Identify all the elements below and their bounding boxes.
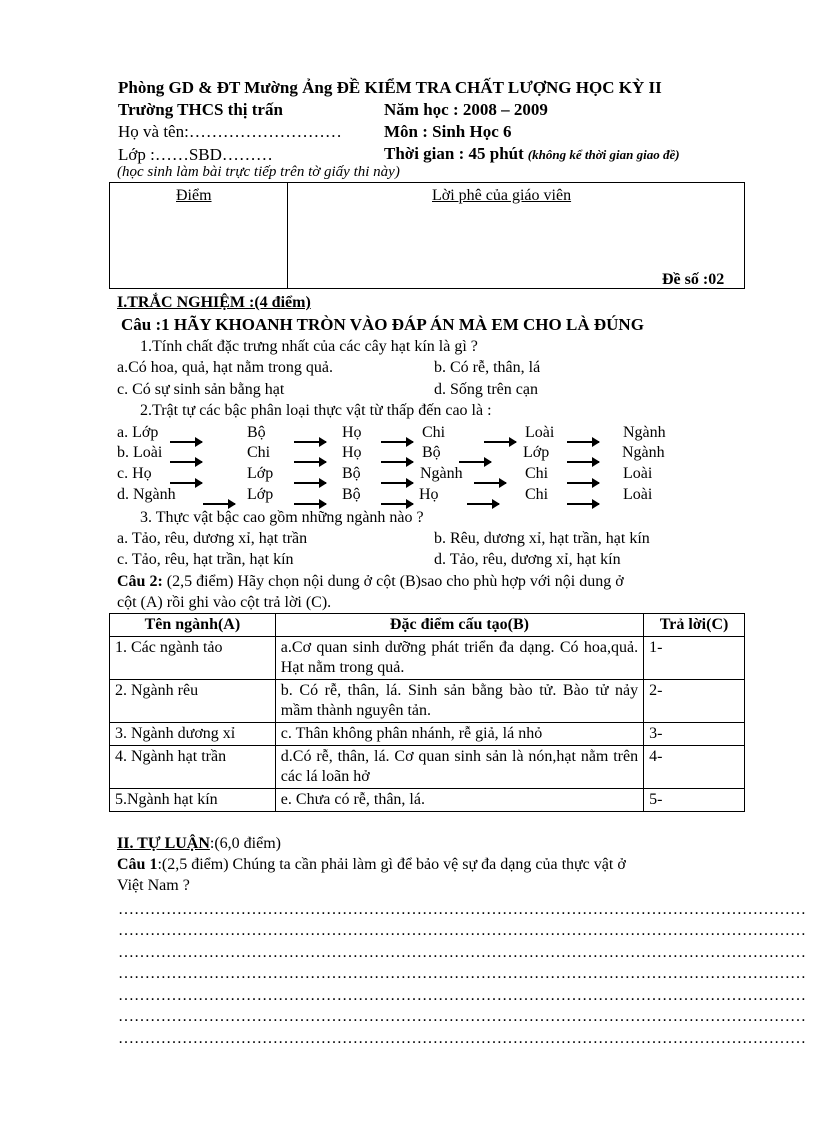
part2-title <box>117 834 281 854</box>
question1-title: Câu :1 HÃY KHOANH TRÒN VÀO ĐÁP ÁN MÀ EM CHO LÀ ĐÚNG <box>121 315 644 334</box>
part2-title-points: :(6,0 điểm) <box>209 835 281 852</box>
taxon: Bộ <box>342 486 361 503</box>
taxon: Bộ <box>422 444 441 461</box>
exam-time: Thời gian : 45 phút <box>384 144 524 163</box>
arrow-icon <box>170 441 202 443</box>
arrow-icon <box>567 503 599 505</box>
taxon: Ngành <box>420 465 463 482</box>
student-name-field: Họ và tên:……………………… <box>118 122 342 141</box>
teacher-comment-label: Lời phê của giáo viên <box>432 187 572 204</box>
q1-3-option-b: b. Rêu, dương xỉ, hạt trần, hạt kín <box>434 530 650 547</box>
answer-line[interactable]: ………………………………………………………………………………………………………………… <box>118 965 806 982</box>
taxon: Chi <box>422 424 446 441</box>
division-name: 3. Ngành dương xỉ <box>110 723 276 746</box>
question2-text-2: cột (A) rồi ghi vào cột trả lời (C). <box>117 594 332 611</box>
division-name: 4. Ngành hạt trần <box>110 746 276 789</box>
taxon: Lớp <box>247 465 274 482</box>
class-sbd-field: Lớp :……SBD……… <box>118 145 273 164</box>
arrow-icon <box>484 441 516 443</box>
arrow-icon <box>294 461 326 463</box>
instruction-note: (học sinh làm bài trực tiếp trên tờ giấy thi này) <box>117 164 400 180</box>
taxon: Bộ <box>342 465 361 482</box>
arrow-icon <box>567 441 599 443</box>
taxon: Loài <box>525 424 555 441</box>
department: Phòng GD & ĐT Mường Ảng <box>118 78 333 97</box>
structure-feature: a.Cơ quan sinh dưỡng phát triển đa dạng. Có hoa,quả. Hạt nằm trong quả. <box>275 637 643 680</box>
q1-1-option-b: b. Có rễ, thân, lá <box>434 359 541 376</box>
arrow-icon <box>294 482 326 484</box>
table-row <box>110 746 745 789</box>
taxon: Chi <box>525 465 549 482</box>
answer-cell[interactable]: 5- <box>644 789 745 812</box>
taxon-label: d. Ngành <box>117 486 176 503</box>
q1-1-option-c: c. Có sự sinh sản bằng hạt <box>117 381 285 398</box>
taxon: Bộ <box>247 424 266 441</box>
table-row <box>110 789 745 812</box>
table-row <box>110 680 745 723</box>
question2-label: Câu 2: <box>117 573 163 590</box>
structure-feature: e. Chưa có rễ, thân, lá. <box>275 789 643 812</box>
taxon: Loài <box>623 486 653 503</box>
q1-1-option-a: a.Có hoa, quả, hạt nằm trong quả. <box>117 359 333 376</box>
taxon: Họ <box>342 424 362 441</box>
question2-text-1: (2,5 điểm) Hãy chọn nội dung ở cột (B)sao cho phù hợp với nội dung ở <box>162 573 624 590</box>
arrow-icon <box>467 503 499 505</box>
division-name: 2. Ngành rêu <box>110 680 276 723</box>
taxon: Họ <box>342 444 362 461</box>
essay-question1-text-2: Việt Nam ? <box>117 877 190 894</box>
arrow-icon <box>203 503 235 505</box>
exam-time-line <box>384 143 680 164</box>
answer-line[interactable]: ………………………………………………………………………………………………………………… <box>118 987 806 1004</box>
answer-line[interactable]: ………………………………………………………………………………………………………………… <box>118 922 806 939</box>
taxon: Lớp <box>247 486 274 503</box>
arrow-icon <box>459 461 491 463</box>
answer-cell[interactable]: 4- <box>644 746 745 789</box>
part2-title-main: II. TỰ LUẬN <box>117 835 210 852</box>
answer-cell[interactable]: 1- <box>644 637 745 680</box>
score-box-divider <box>287 183 288 288</box>
answer-line[interactable]: ………………………………………………………………………………………………………………… <box>118 1008 806 1025</box>
arrow-icon <box>294 503 326 505</box>
structure-feature: b. Có rễ, thân, lá. Sinh sản bằng bào tử. Bào tử nảy mầm thành nguyên tản. <box>275 680 643 723</box>
arrow-icon <box>381 503 413 505</box>
q1-1-option-d: d. Sống trên cạn <box>434 381 538 398</box>
matching-table <box>109 613 745 812</box>
arrow-icon <box>567 482 599 484</box>
division-name: 1. Các ngành tảo <box>110 637 276 680</box>
taxon: Ngành <box>622 444 665 461</box>
arrow-icon <box>170 461 202 463</box>
taxon: Lớp <box>523 444 550 461</box>
column-header: Tên ngành(A) <box>110 614 276 637</box>
q1-2-question: 2.Trật tự các bậc phân loại thực vật từ thấp đến cao là : <box>140 402 492 419</box>
part1-title: I.TRẮC NGHIỆM :(4 điểm) <box>117 294 311 311</box>
column-header: Trả lời(C) <box>644 614 745 637</box>
essay-question1-text-1: :(2,5 điểm) Chúng ta cần phải làm gì để bảo vệ sự đa dạng của thực vật ở <box>157 856 626 873</box>
taxon: Chi <box>525 486 549 503</box>
exam-code: Đề số :02 <box>662 271 725 288</box>
q1-3-option-c: c. Tảo, rêu, hạt trần, hạt kín <box>117 551 294 568</box>
taxon: Chi <box>247 444 271 461</box>
school-year: Năm học : 2008 – 2009 <box>384 100 548 119</box>
arrow-icon <box>381 441 413 443</box>
subject: Môn : Sinh Học 6 <box>384 122 512 141</box>
table-row <box>110 723 745 746</box>
exam-time-note: (không kể thời gian giao đề) <box>527 147 680 162</box>
question2-line-1 <box>117 572 624 592</box>
arrow-icon <box>381 461 413 463</box>
score-label: Điểm <box>176 187 212 204</box>
taxon-label: c. Họ <box>117 465 152 482</box>
arrow-icon <box>474 482 506 484</box>
header-line-1 <box>118 77 662 98</box>
answer-line[interactable]: ………………………………………………………………………………………………………………… <box>118 944 806 961</box>
q1-1-question: 1.Tính chất đặc trưng nhất của các cây hạt kín là gì ? <box>140 338 478 355</box>
exam-title: ĐỀ KIỂM TRA CHẤT LƯỢNG HỌC KỲ II <box>336 78 662 97</box>
arrow-icon <box>294 441 326 443</box>
taxon-label: a. Lớp <box>117 424 159 441</box>
arrow-icon <box>381 482 413 484</box>
arrow-icon <box>567 461 599 463</box>
taxon: Ngành <box>623 424 666 441</box>
table-header-row <box>110 614 745 637</box>
essay-question1-label: Câu 1 <box>117 856 158 873</box>
division-name: 5.Ngành hạt kín <box>110 789 276 812</box>
q1-3-option-a: a. Tảo, rêu, dương xỉ, hạt trần <box>117 530 308 547</box>
answer-cell[interactable]: 2- <box>644 680 745 723</box>
taxon-label: b. Loài <box>117 444 163 461</box>
taxon: Họ <box>419 486 439 503</box>
answer-line[interactable]: ………………………………………………………………………………………………………………… <box>118 901 806 918</box>
answer-line[interactable]: ………………………………………………………………………………………………………………… <box>118 1030 806 1047</box>
structure-feature: c. Thân không phân nhánh, rễ giả, lá nhỏ <box>275 723 643 746</box>
answer-cell[interactable]: 3- <box>644 723 745 746</box>
q1-3-question: 3. Thực vật bậc cao gồm những ngành nào ? <box>140 509 424 526</box>
taxon: Loài <box>623 465 653 482</box>
school-name: Trường THCS thị trấn <box>118 100 283 119</box>
table-row <box>110 637 745 680</box>
q1-3-option-d: d. Tảo, rêu, dương xỉ, hạt kín <box>434 551 621 568</box>
score-box <box>109 182 745 289</box>
essay-question1-line-1 <box>117 855 626 875</box>
structure-feature: d.Có rễ, thân, lá. Cơ quan sinh sản là nón,hạt nằm trên các lá loãn hở <box>275 746 643 789</box>
column-header: Đặc điểm cấu tạo(B) <box>275 614 643 637</box>
